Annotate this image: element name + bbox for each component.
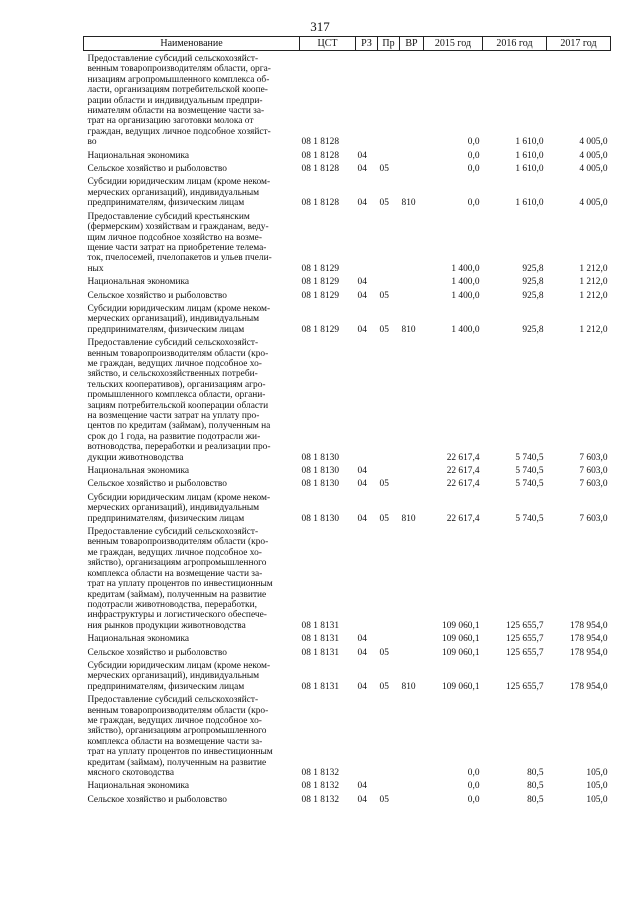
row-name-line: Сельское хозяйство и рыболовство	[87, 479, 227, 490]
page-number: 317	[310, 19, 330, 34]
row-value-2017: 178 954,0	[570, 634, 608, 645]
row-name	[84, 274, 300, 287]
row-pr	[378, 51, 400, 148]
row-value-2015: 22 617,4	[446, 479, 480, 490]
row-name-line: Национальная экономика	[87, 150, 190, 161]
row-name	[84, 476, 300, 489]
row-vr	[400, 209, 424, 274]
row-rz	[356, 524, 378, 631]
row-name-line: граждан, ведущих личное подсобное хозяйст-	[87, 126, 271, 137]
row-value-2017: 4 005,0	[579, 137, 608, 148]
row-name	[84, 658, 300, 692]
row-cst: 08 1 8128	[301, 137, 339, 148]
row-name	[84, 524, 300, 631]
row-cst: 08 1 8132	[301, 794, 339, 805]
row-value-2015: 109 060,1	[442, 620, 480, 631]
row-rz	[356, 51, 378, 148]
row-value-2017: 105,0	[586, 781, 608, 792]
row-value-2016: 125 655,7	[506, 681, 544, 692]
row-value-2016: 925,8	[522, 290, 544, 301]
row-name-line: тельских кооперативов), организациям агро-	[87, 379, 266, 390]
row-pr	[378, 209, 400, 274]
row-value-2016: 1 610,0	[515, 150, 544, 161]
row-name-line: Субсидии юридическим лицам (кроме неком-	[87, 492, 271, 503]
header-name: Наименование	[84, 37, 300, 51]
row-value-2016: 1 610,0	[515, 137, 544, 148]
row-value-2015: 0,0	[467, 781, 480, 792]
table-row	[84, 288, 611, 301]
row-name-line: вотноводства, переработки и реализации про-	[87, 442, 271, 453]
row-pr: 05	[379, 794, 389, 805]
row-rz: 04	[357, 513, 367, 524]
row-name-line: трат на организацию заготовки молока от	[87, 116, 254, 127]
table-row	[84, 658, 611, 692]
row-name-line: срок до 1 года, на развитие подотрасли жи-	[87, 431, 261, 442]
row-name	[84, 51, 300, 148]
row-vr: 810	[401, 681, 416, 692]
row-name	[84, 631, 300, 644]
row-name-line: Предоставление субсидий сельскохозяйст-	[87, 695, 259, 706]
row-name-line: мясного скотоводства	[87, 768, 174, 778]
table-row	[84, 524, 611, 631]
row-value-2015: 109 060,1	[442, 647, 480, 658]
row-vr	[400, 476, 424, 489]
row-value-2017: 1 212,0	[579, 324, 608, 335]
row-name-line: Субсидии юридическим лицам (кроме неком-	[87, 660, 271, 671]
row-value-2015: 1 400,0	[451, 263, 480, 274]
row-value-2015: 109 060,1	[442, 681, 480, 692]
row-name-line: ласти, организациям потребительской коопе-	[87, 85, 268, 96]
table-row	[84, 778, 611, 791]
row-cst: 08 1 8129	[301, 324, 339, 335]
row-cst: 08 1 8131	[301, 634, 339, 645]
table-row	[84, 274, 611, 287]
row-cst: 08 1 8131	[301, 620, 339, 631]
row-name-line: во	[87, 137, 97, 148]
row-name-line: ме граждан, ведущих личное подсобное хо-	[87, 715, 262, 726]
row-name-line: предпринимателям, физическим лицам	[87, 198, 245, 209]
row-name	[84, 645, 300, 658]
header-2016: 2016 год	[483, 37, 547, 51]
row-name-line: трат на уплату процентов по инвестиционным	[87, 579, 273, 590]
row-name-line: комплекса области на возмещение части за-	[87, 568, 263, 579]
row-name-line: (фермерским) хозяйствам и гражданам, веду-	[87, 222, 269, 233]
row-value-2016: 1 610,0	[515, 164, 544, 175]
row-value-2016: 5 740,5	[515, 466, 544, 477]
row-value-2017: 105,0	[586, 794, 608, 805]
row-vr: 810	[401, 513, 416, 524]
row-value-2017: 4 005,0	[579, 198, 608, 209]
row-name-line: Предоставление субсидий сельскохозяйст-	[87, 54, 259, 64]
row-name-line: Сельское хозяйство и рыболовство	[87, 290, 227, 301]
row-vr	[400, 161, 424, 174]
row-rz: 04	[357, 781, 367, 792]
row-rz: 04	[357, 794, 367, 805]
row-vr: 810	[401, 324, 416, 335]
row-value-2016: 80,5	[527, 794, 544, 805]
row-cst: 08 1 8129	[301, 277, 339, 288]
row-value-2015: 0,0	[467, 794, 480, 805]
row-name	[84, 209, 300, 274]
row-cst: 08 1 8129	[301, 263, 339, 274]
row-pr	[378, 631, 400, 644]
row-value-2015: 1 400,0	[451, 277, 480, 288]
row-cst: 08 1 8132	[301, 781, 339, 792]
row-value-2015: 0,0	[467, 198, 480, 209]
row-cst: 08 1 8129	[301, 290, 339, 301]
row-vr	[400, 692, 424, 778]
row-vr	[400, 274, 424, 287]
row-value-2015: 22 617,4	[446, 513, 480, 524]
row-name	[84, 463, 300, 476]
row-value-2015: 22 617,4	[446, 466, 480, 477]
row-rz	[356, 335, 378, 463]
row-name	[84, 335, 300, 463]
row-value-2016: 80,5	[527, 781, 544, 792]
row-name-line: нимателям области на возмещение части за-	[87, 106, 265, 117]
row-value-2017: 1 212,0	[579, 263, 608, 274]
row-name-line: щение части затрат на приобретение телема-	[87, 242, 267, 253]
row-cst: 08 1 8131	[301, 647, 339, 658]
row-cst: 08 1 8131	[301, 681, 339, 692]
row-pr	[378, 692, 400, 778]
row-pr	[378, 463, 400, 476]
row-name-line: венным товаропроизводителям области (кро-	[87, 348, 269, 359]
table-row	[84, 209, 611, 274]
row-name-line: предпринимателям, физическим лицам	[87, 324, 245, 335]
row-value-2017: 7 603,0	[579, 466, 608, 477]
row-rz	[356, 692, 378, 778]
row-value-2017: 4 005,0	[579, 150, 608, 161]
row-vr	[400, 335, 424, 463]
row-vr	[400, 524, 424, 631]
row-name-line: предпринимателям, физическим лицам	[87, 681, 245, 692]
row-value-2016: 925,8	[522, 263, 544, 274]
row-name-line: мерческих организаций), индивидуальным	[87, 671, 260, 682]
table-row	[84, 792, 611, 805]
row-vr	[400, 463, 424, 476]
row-value-2015: 0,0	[467, 137, 480, 148]
row-pr: 05	[379, 198, 389, 209]
row-rz: 04	[357, 479, 367, 490]
row-name-line: трат на уплату процентов по инвестиционным	[87, 747, 273, 758]
row-name-line: ных	[87, 263, 104, 274]
row-name-line: венным товаропроизводителям области, орга-	[87, 64, 271, 75]
row-name-line: центов по кредитам (займам), полученным на	[87, 421, 271, 432]
table-row	[84, 490, 611, 524]
row-vr	[400, 631, 424, 644]
row-name-line: Сельское хозяйство и рыболовство	[87, 164, 227, 175]
row-name-line: ток, пчелосемей, пчелопакетов и ульев пчели-	[87, 253, 272, 264]
row-value-2016: 1 610,0	[515, 198, 544, 209]
row-value-2016: 925,8	[522, 324, 544, 335]
table-header	[84, 37, 611, 51]
row-rz: 04	[357, 634, 367, 645]
header-2017: 2017 год	[547, 37, 611, 51]
row-pr: 05	[379, 513, 389, 524]
row-pr: 05	[379, 647, 389, 658]
row-name-line: Субсидии юридическим лицам (кроме неком-	[87, 303, 271, 314]
row-pr: 05	[379, 681, 389, 692]
row-pr	[378, 778, 400, 791]
row-name-line: Национальная экономика	[87, 466, 190, 477]
budget-table	[83, 36, 611, 805]
table-row	[84, 51, 611, 148]
row-name-line: Предоставление субсидий сельскохозяйст-	[87, 527, 259, 538]
row-pr: 05	[379, 479, 389, 490]
table-row	[84, 174, 611, 208]
row-name-line: на возмещение части затрат на уплату про-	[87, 411, 260, 421]
row-name-line: Национальная экономика	[87, 634, 190, 645]
row-value-2016: 125 655,7	[506, 634, 544, 645]
row-value-2016: 925,8	[522, 277, 544, 288]
row-vr	[400, 645, 424, 658]
header-pr: Пр	[378, 37, 400, 51]
row-pr	[378, 148, 400, 161]
row-name-line: зяйство), организациям агропромышленного	[87, 558, 267, 569]
row-pr	[378, 524, 400, 631]
row-cst: 08 1 8128	[301, 198, 339, 209]
row-name-line: щим личное подсобное хозяйство на возме-	[87, 232, 262, 243]
row-rz: 04	[357, 198, 367, 209]
table-row	[84, 335, 611, 463]
row-pr: 05	[379, 164, 389, 175]
row-name-line: мерческих организаций), индивидуальным	[87, 314, 260, 325]
row-vr	[400, 778, 424, 791]
row-name-line: зяйство), организациям агропромышленного	[87, 726, 267, 737]
row-name-line: Предоставление субсидий крестьянским	[87, 211, 250, 222]
row-name-line: Предоставление субсидий сельскохозяйст-	[87, 338, 259, 349]
row-cst: 08 1 8130	[301, 513, 339, 524]
row-vr: 810	[401, 198, 416, 209]
row-name-line: низациям агропромышленного комплекса об-	[87, 74, 270, 85]
row-vr	[400, 792, 424, 805]
row-name	[84, 778, 300, 791]
row-name-line: комплекса области на возмещение части за-	[87, 736, 263, 747]
row-rz: 04	[357, 150, 367, 161]
row-name-line: мерческих организаций), индивидуальным	[87, 187, 260, 198]
table-row	[84, 463, 611, 476]
row-rz: 04	[357, 647, 367, 658]
row-cst: 08 1 8130	[301, 479, 339, 490]
row-name-line: инфраструктуры и логистического обеспече-	[87, 610, 267, 621]
table-row	[84, 161, 611, 174]
header-vr: ВР	[400, 37, 424, 51]
row-name-line: Сельское хозяйство и рыболовство	[87, 647, 227, 658]
row-name-line: ме граждан, ведущих личное подсобное хо-	[87, 547, 262, 558]
row-rz: 04	[357, 164, 367, 175]
row-value-2015: 0,0	[467, 164, 480, 175]
table-row	[84, 645, 611, 658]
row-value-2016: 5 740,5	[515, 513, 544, 524]
row-value-2017: 7 603,0	[579, 513, 608, 524]
row-name-line: зяйство, и сельскохозяйственных потреби-	[87, 369, 258, 380]
table-body	[84, 51, 611, 806]
row-value-2017: 4 005,0	[579, 164, 608, 175]
row-pr	[378, 335, 400, 463]
row-name-line: кредитам (займам), полученным на развитие	[87, 757, 267, 768]
row-name	[84, 301, 300, 335]
row-value-2017: 7 603,0	[579, 452, 608, 463]
row-value-2015: 109 060,1	[442, 634, 480, 645]
row-value-2016: 125 655,7	[506, 620, 544, 631]
row-value-2017: 178 954,0	[570, 620, 608, 631]
table-row	[84, 692, 611, 778]
row-value-2016: 5 740,5	[515, 452, 544, 463]
row-name-line: кредитам (займам), полученным на развитие	[87, 589, 267, 600]
row-cst: 08 1 8128	[301, 164, 339, 175]
row-name	[84, 792, 300, 805]
row-value-2017: 7 603,0	[579, 479, 608, 490]
row-value-2015: 0,0	[467, 768, 480, 778]
row-value-2015: 0,0	[467, 150, 480, 161]
row-name	[84, 174, 300, 208]
row-cst: 08 1 8130	[301, 452, 339, 463]
row-name-line: ния рынков продукции животноводства	[87, 620, 246, 631]
row-rz: 04	[357, 681, 367, 692]
row-name-line: дукции животноводства	[87, 452, 184, 463]
row-value-2017: 178 954,0	[570, 681, 608, 692]
row-cst: 08 1 8128	[301, 150, 339, 161]
row-value-2016: 5 740,5	[515, 479, 544, 490]
row-value-2015: 22 617,4	[446, 452, 480, 463]
row-name-line: промышленного комплекса области, органи-	[87, 390, 266, 401]
row-name-line: рации области и индивидуальным предпри-	[87, 95, 263, 106]
row-pr	[378, 274, 400, 287]
row-name-line: венным товаропроизводителям области (кро-	[87, 537, 269, 548]
row-name	[84, 288, 300, 301]
header-rz: РЗ	[356, 37, 378, 51]
row-name-line: Национальная экономика	[87, 781, 190, 792]
row-name-line: Сельское хозяйство и рыболовство	[87, 794, 227, 805]
row-name-line: зациям потребительской кооперации области	[87, 400, 269, 411]
row-name	[84, 692, 300, 778]
row-name-line: подотрасли животноводства, переработки,	[87, 599, 257, 610]
row-rz	[356, 209, 378, 274]
row-value-2015: 1 400,0	[451, 324, 480, 335]
row-rz: 04	[357, 277, 367, 288]
row-pr: 05	[379, 324, 389, 335]
row-value-2016: 125 655,7	[506, 647, 544, 658]
row-rz: 04	[357, 324, 367, 335]
row-name-line: Субсидии юридическим лицам (кроме неком-	[87, 177, 271, 188]
row-value-2017: 1 212,0	[579, 290, 608, 301]
row-vr	[400, 288, 424, 301]
row-name	[84, 148, 300, 161]
row-cst: 08 1 8130	[301, 466, 339, 477]
row-pr: 05	[379, 290, 389, 301]
row-value-2017: 105,0	[586, 768, 608, 778]
row-value-2017: 178 954,0	[570, 647, 608, 658]
row-name-line: предпринимателям, физическим лицам	[87, 513, 245, 524]
row-vr	[400, 51, 424, 148]
row-name	[84, 161, 300, 174]
table-row	[84, 148, 611, 161]
row-name-line: венным товаропроизводителям области (кро-	[87, 705, 269, 716]
table-row	[84, 476, 611, 489]
row-rz: 04	[357, 290, 367, 301]
row-name-line: Национальная экономика	[87, 277, 190, 288]
header-2015: 2015 год	[424, 37, 483, 51]
row-name	[84, 490, 300, 524]
table-row	[84, 301, 611, 335]
row-value-2015: 1 400,0	[451, 290, 480, 301]
row-value-2016: 80,5	[527, 768, 544, 778]
row-cst: 08 1 8132	[301, 768, 339, 778]
row-name-line: ме граждан, ведущих личное подсобное хо-	[87, 358, 262, 369]
row-value-2017: 1 212,0	[579, 277, 608, 288]
row-vr	[400, 148, 424, 161]
row-rz: 04	[357, 466, 367, 477]
row-name-line: мерческих организаций), индивидуальным	[87, 503, 260, 514]
table-row	[84, 631, 611, 644]
header-cst: ЦСТ	[300, 37, 356, 51]
